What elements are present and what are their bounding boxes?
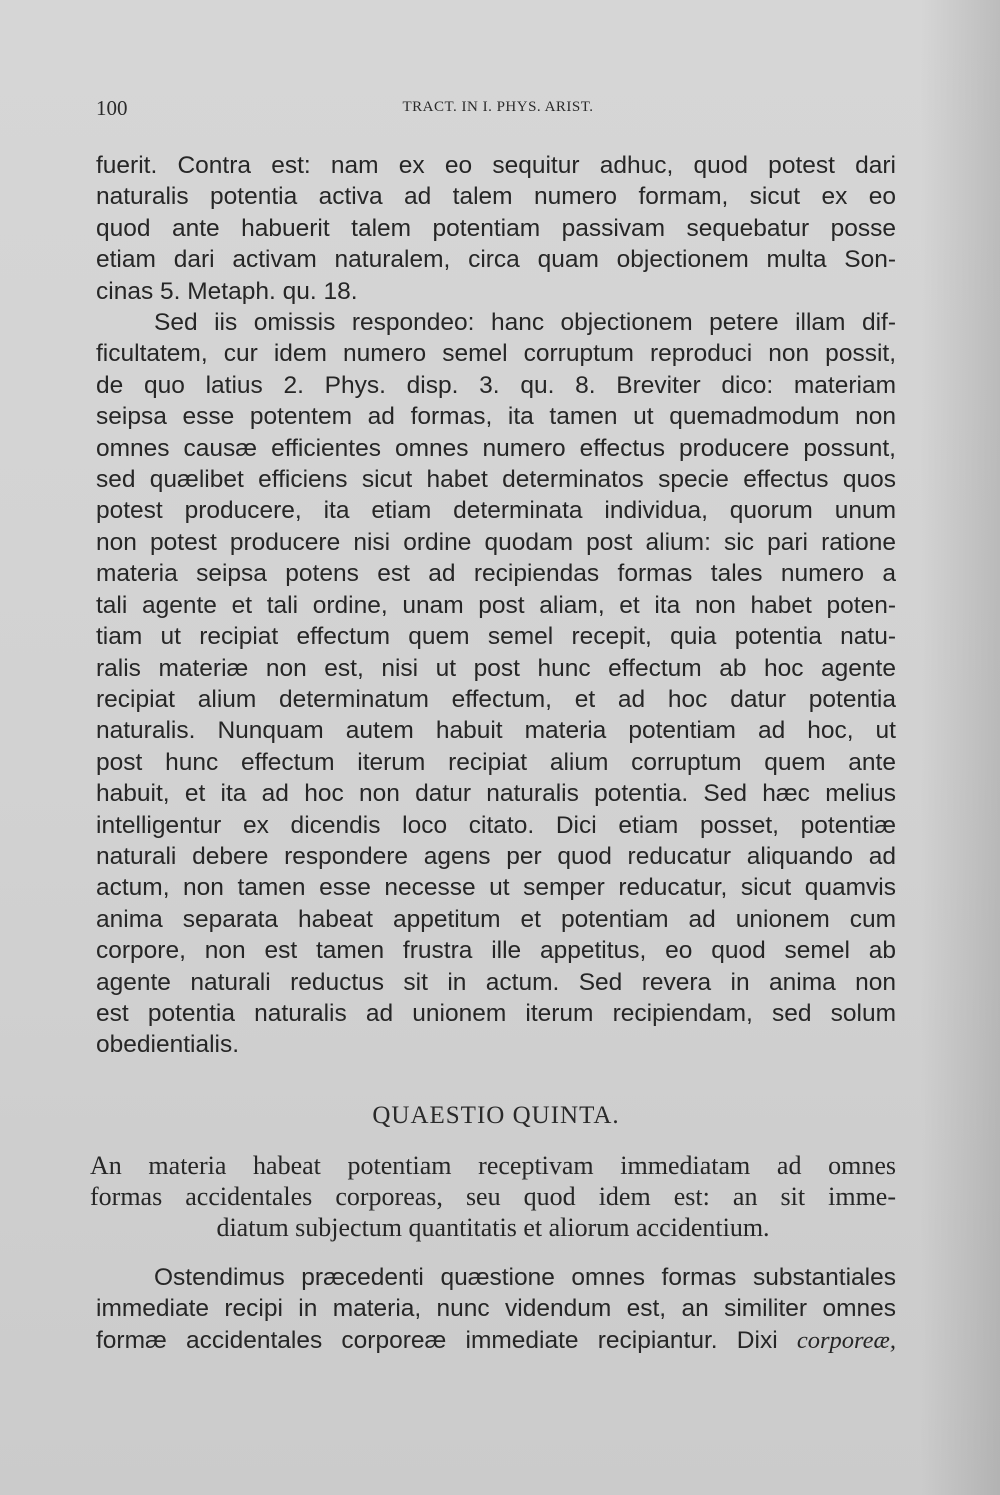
text-line: obedientialis.	[96, 1031, 240, 1059]
question-title	[90, 1150, 896, 1243]
text-line: naturalis potentia activa ad talem numero formam, sicut ex eo	[96, 183, 896, 211]
text-line: potest producere, ita etiam determinata individua, quorum unum	[96, 497, 896, 525]
text-line: habuit, et ita ad hoc non datur naturalis potentia. Sed hæc melius	[96, 780, 896, 808]
running-title: TRACT. IN I. PHYS. ARIST.	[402, 99, 594, 115]
text-line: ficultatem, cur idem numero semel corruptum reproduci non possit,	[96, 340, 896, 368]
text-line: Ostendimus præcedenti quæstione omnes formas substantiales	[154, 1264, 896, 1291]
text-line: tiam ut recipiat effectum quem semel recepit, quia potentia natu-	[96, 623, 896, 651]
text-line: Sed iis omissis respondeo: hanc objectionem petere illam dif-	[154, 309, 896, 337]
text-line: intelligentur ex dicendis loco citato. Dici etiam posset, potentiæ	[96, 811, 896, 839]
text-line: tali agente et tali ordine, unam post aliam, et ita non habet poten-	[96, 591, 896, 619]
paragraph-1	[96, 150, 896, 1061]
text-line: naturalis. Nunquam autem habuit materia potentiam ad hoc, ut	[96, 717, 896, 745]
text-line: agente naturali reductus sit in actum. Sed revera in anima non	[96, 968, 896, 996]
text-line: corpore, non est tamen frustra ille appetitus, eo quod semel ab	[96, 937, 896, 965]
text-line: post hunc effectum iterum recipiat alium corruptum quem ante	[96, 748, 896, 776]
text-line: naturali debere respondere agens per quod reducatur aliquando ad	[96, 842, 896, 870]
text-line: actum, non tamen esse necesse ut semper reducatur, sicut quamvis	[96, 874, 896, 902]
text-line: recipiat alium determinatum effectum, et ad hoc datur potentia	[96, 685, 896, 713]
text-line: est potentia naturalis ad unionem iterum recipiendam, sed solum	[96, 999, 896, 1027]
text-line: anima separata habeat appetitum et potentiam ad unionem cum	[96, 905, 896, 933]
text-line: materia seipsa potens est ad recipiendas formas tales numero a	[96, 560, 896, 588]
text-line: de quo latius 2. Phys. disp. 3. qu. 8. Breviter dico: materiam	[96, 371, 896, 399]
text-fragment: formæ accidentales corporeæ immediate recipiantur. Dixi	[96, 1326, 778, 1354]
text-line: immediate recipi in materia, nunc videndum est, an similiter omnes	[96, 1295, 896, 1323]
question-title-line: formas accidentales corporeas, seu quod idem est: an sit imme-	[90, 1182, 896, 1211]
text-line: quod ante habuerit talem potentiam passivam sequebatur posse	[96, 214, 896, 242]
paragraph-3	[96, 1262, 896, 1356]
question-title-line: An materia habeat potentiam receptivam immediatam ad omnes	[90, 1151, 896, 1180]
text-line: cinas 5. Metaph. qu. 18.	[96, 277, 358, 305]
text-line: seipsa esse potentem ad formas, ita tamen ut quemadmodum non	[96, 403, 896, 431]
section-heading: QUAESTIO QUINTA.	[372, 1102, 620, 1129]
text-line: fuerit. Contra est: nam ex eo sequitur adhuc, quod potest dari	[96, 152, 896, 179]
italic-word: corporeæ,	[796, 1326, 897, 1354]
question-title-line: diatum subjectum quantitatis et aliorum accidentium.	[216, 1213, 770, 1242]
text-line: non potest producere nisi ordine quodam post alium: sic pari ratione	[96, 528, 896, 556]
page-number: 100	[96, 96, 128, 120]
text-line-with-italic	[96, 1325, 896, 1356]
text-line: ralis materiæ non est, nisi ut post hunc effectum ab hoc agente	[96, 654, 896, 682]
running-head	[96, 96, 900, 126]
text-line: etiam dari activam naturalem, circa quam objectionem multa Son-	[96, 246, 896, 274]
text-line: omnes causæ efficientes omnes numero effectus producere possunt,	[96, 434, 896, 462]
text-line: sed quælibet efficiens sicut habet determinatos specie effectus quos	[96, 466, 896, 494]
